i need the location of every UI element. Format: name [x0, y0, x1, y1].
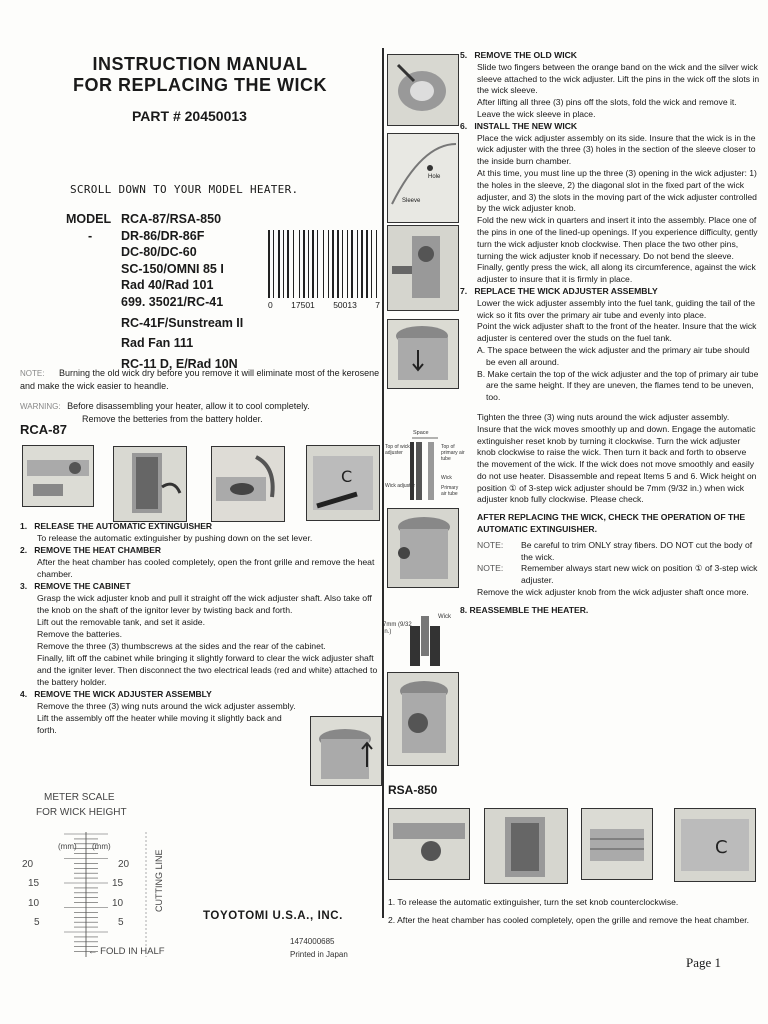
note-paragraph: [20, 367, 380, 392]
model-item: 699. 35021/RC-41: [121, 294, 224, 309]
photo-rsa-4: [674, 808, 756, 882]
fold-label: ← FOLD IN HALF: [88, 946, 165, 957]
barcode-bar: [315, 230, 316, 298]
barcode-bar: [328, 230, 329, 298]
step-3-text: Finally, lift off the cabinet while bringing it slightly forward to clear the wick adjuster shaft and the igniter lever. Then disconnect the two electrical leads (red and white) attached to the battery holder.: [37, 653, 378, 687]
barcode-bar: [293, 230, 294, 298]
barcode-bar: [273, 230, 274, 298]
step-5-text: Slide two fingers between the orange band on the wick and the silver wick sleeve attached to the wick adjuster. Lift the pins in the wick off the slots in the wick sleeve.: [477, 61, 760, 96]
page-number: Page 1: [686, 955, 722, 970]
barcode-bar: [357, 230, 358, 298]
step-7-text: Tighten the three (3) wing nuts around the wick adjuster assembly.: [477, 411, 730, 422]
wick-label: Wick: [441, 475, 452, 481]
barcode-bar: [325, 230, 327, 298]
barcode-bar: [344, 230, 346, 298]
warning-text-2: Remove the betteries from the battery holder.: [82, 414, 263, 424]
photo-sleeve-hole: [387, 133, 459, 223]
barcode-bar: [364, 230, 365, 298]
barcode-bar: [366, 230, 368, 298]
barcode-bar: [317, 230, 318, 298]
barcode-bar: [287, 230, 289, 298]
barcode-bar: [306, 230, 307, 298]
step-4-text: Remove the three (3) wing nuts around the wick adjuster assembly. Lift the assembly off the heater while moving it slightly back and forth.: [37, 701, 296, 735]
barcode-bar: [337, 230, 340, 298]
step-3-text: Lift out the removable tank, and set it aside.: [37, 617, 206, 627]
barcode-bar: [295, 230, 298, 298]
svg-text:C: C: [715, 837, 728, 858]
barcode-bar: [330, 230, 331, 298]
model-item: Rad 40/Rad 101: [121, 278, 214, 293]
barcode-bar: [301, 230, 302, 298]
photo-remove-wick: [387, 54, 459, 126]
rsa-steps: [388, 896, 758, 926]
photo-heat-chamber: [113, 446, 187, 522]
note-label: NOTE:: [20, 369, 45, 378]
note-text: Burning the old wick dry before you remove it will eliminate most of the kerosene and make the wick easier to heandle.: [20, 368, 380, 391]
barcode-bar: [349, 230, 350, 298]
wick-adjuster-label: Wick adjuster: [385, 483, 416, 489]
primary-tube-label: Primary air tube: [441, 485, 459, 497]
wick-7mm-label: 7mm (9/32 in.): [383, 622, 412, 635]
photo-rsa-2: [484, 808, 568, 884]
barcode: [268, 230, 380, 310]
meter-title: METER SCALE: [44, 792, 115, 803]
barcode-bar: [278, 230, 281, 298]
barcode-bar: [342, 230, 343, 298]
warning-label: WARNING:: [20, 402, 61, 411]
barcode-bar: [351, 230, 353, 298]
step-3-heading: 3. REMOVE THE CABINET: [20, 581, 131, 591]
company-name: TOYOTOMI U.S.A., INC.: [203, 910, 343, 922]
barcode-digits: 0 17501 50013 7: [268, 300, 380, 310]
barcode-bar: [299, 230, 300, 298]
step-7-text: Insure that the wick moves smoothly up and down. Engage the automatic extinguisher reset knob by turning it clockwise. Turn the wick adjuster knob clockwise to raise the wick. Then turn it back and forth to observe the movement of the wick. If the wick does not move smoothly and easily do not use heater. Disassemble and repeat Items 5 and 6. Wick height on position ① of 3-step wick adjuster should be 7mm (9/32 in.) when wick adjuster knob fully clockwise. Please check.: [477, 423, 757, 505]
hole-label: Hole: [428, 174, 441, 180]
photo-wing-nuts: [387, 508, 459, 588]
step-5-heading: 5. REMOVE THE OLD WICK: [460, 50, 577, 60]
top-wick-label: Top of wick adjuster: [385, 444, 410, 456]
model-label: MODEL: [66, 212, 112, 226]
right-steps: [460, 50, 760, 617]
photo-check-wick: [387, 672, 459, 766]
photo-lower-assembly: [387, 319, 459, 389]
remove-knob-text: Remove the wick adjuster knob from the wick adjuster shaft once more.: [477, 587, 749, 598]
step-6-heading: 6. INSTALL THE NEW WICK: [460, 120, 578, 131]
model-item: RC-11 D, E/Rad 10N: [121, 356, 238, 371]
step-7-heading: 7. REPLACE THE WICK ADJUSTER ASSEMBLY: [460, 285, 658, 296]
barcode-bar: [309, 230, 311, 298]
manual-title: INSTRUCTION MANUAL FOR REPLACING THE WICK: [73, 54, 327, 95]
barcode-bar: [303, 230, 305, 298]
barcode-bar: [283, 230, 284, 298]
barcode-bar: [308, 230, 309, 298]
model-dash: -: [88, 228, 93, 243]
sleeve-label: Sleeve: [402, 198, 421, 204]
wick-label-2: Wick: [438, 614, 451, 620]
after-heading: AFTER REPLACING THE WICK, CHECK THE OPERATION OF THE AUTOMATIC EXTINGUISHER.: [477, 512, 746, 535]
step-3-text: Grasp the wick adjuster knob and pull it straight off the wick adjuster shaft. Also take off the knob on the shaft of the ignitor lever by twisting back and forth.: [37, 593, 372, 615]
photo-wick-assembly: [310, 716, 382, 786]
barcode-bar: [332, 230, 334, 298]
step-7-item-b: B. Make certain the top of the wick adjuster and the top of primary air tube are the same height. If they are uneven, the flames tend to be uneven, too.: [477, 368, 759, 403]
svg-text:C: C: [341, 467, 353, 486]
model-list: [66, 211, 243, 372]
barcode-bar: [347, 230, 348, 298]
photo-extinguisher: [22, 445, 94, 507]
step-3-text: Remove the three (3) thumbscrews at the sides and the rear of the cabinet.: [37, 641, 326, 651]
left-column: [0, 0, 383, 1024]
step-6-text: Fold the new wick in quarters and insert it into the assembly. Place one of the pins in one of the lined-up openings. If you experience difficulty, gently turn the wick adjuster knob clockwise. Then place the two other pins, turning the wick adjuster knob if necessary. Do not bend the sleeve.: [477, 215, 758, 261]
barcode-bar: [354, 230, 356, 298]
barcode-bar: [359, 230, 360, 298]
step-2-heading: 2. REMOVE THE HEAT CHAMBER: [20, 545, 162, 555]
photo-rsa-3: [581, 808, 653, 880]
rca-heading: RCA-87: [20, 422, 67, 437]
barcode-bar: [319, 230, 322, 298]
barcode-bar: [312, 230, 314, 298]
step-4-heading: 4. REMOVE THE WICK ADJUSTER ASSEMBLY: [20, 689, 212, 699]
barcode-bar: [275, 230, 277, 298]
model-item: RCA-87/RSA-850: [121, 212, 222, 226]
step-6-text: At this time, you must line up the three (3) opening in the wick adjuster: 1) the holes in the sleeve, 2) the diagonal slot in the fixed part of the wick adjuster, and 3) the slots in the moving part of the wick adjuster controlled by the wick adjuster knob.: [477, 167, 757, 214]
print-code: 1474000685: [290, 937, 335, 946]
step-2-text: After the heat chamber has cooled completely, open the front grille and remove the heat chamber.: [37, 557, 375, 579]
model-item: DC-80/DC-60: [121, 245, 197, 260]
scroll-note: SCROLL DOWN TO YOUR MODEL HEATER.: [70, 183, 299, 196]
rsa-step-1: 1. To release the automatic extinguisher, turn the set knob counterclockwise.: [388, 897, 679, 907]
warning-text: Before disassembling your heater, allow it to cool completely.: [67, 401, 310, 411]
left-steps: [20, 520, 380, 736]
step-7-item-a: A. The space between the wick adjuster and the primary air tube should be even all around.: [477, 344, 750, 367]
barcode-bar: [335, 230, 336, 298]
meter-unit-left: (mm): [58, 842, 77, 851]
step-6-text: Finally, gently press the wick, all along its circumference, against the wick adjuster to insure that it is firmly in place.: [477, 262, 756, 285]
meter-subtitle: FOR WICK HEIGHT: [36, 807, 127, 818]
model-item: Rad Fan 111: [121, 336, 194, 351]
printed-in: Printed in Japan: [290, 950, 348, 959]
meter-unit-right: (mm): [92, 842, 111, 851]
barcode-bar: [373, 230, 375, 298]
barcode-bar: [285, 230, 286, 298]
model-item: RC-41F/Sunstream II: [121, 315, 244, 330]
barcode-bar: [268, 230, 270, 298]
step-8-heading: 8. REASSEMBLE THE HEATER.: [460, 604, 589, 615]
cutting-line-label: CUTTING LINE: [154, 849, 164, 912]
part-number: PART # 20450013: [132, 108, 247, 124]
step-5-text: After lifting all three (3) pins off the slots, fold the wick and remove it. Leave the wick sleeve in place.: [477, 97, 737, 119]
photo-install-wick: [387, 225, 459, 311]
step-1-heading: 1. RELEASE THE AUTOMATIC EXTINGUISHER: [20, 521, 213, 531]
meter-scale: METER SCALE FOR WICK HEIGHT (mm) (mm) 20 20 15 15 10 10 5 5 CUTTING LINE ← FOLD IN HALF: [22, 792, 182, 967]
top-air-label: Top of primary air tube: [441, 444, 465, 462]
photo-rsa-1: [388, 808, 470, 880]
barcode-bar: [371, 230, 372, 298]
barcode-bar: [281, 230, 282, 298]
step-7-text: Lower the wick adjuster assembly into the fuel tank, guiding the tail of the wick so it fits over the primary air tube and evenly into place.: [477, 297, 756, 320]
step-3-text: Remove the batteries.: [37, 629, 122, 639]
rsa-step-2: 2. After the heat chamber has cooled completely, open the grille and remove the heat chamber.: [388, 915, 749, 925]
warning-paragraph: [20, 400, 380, 425]
note-trim: NOTE: Be careful to trim ONLY stray fibers. DO NOT cut the body of the wick.: [477, 539, 753, 562]
barcode-bar: [369, 230, 370, 298]
space-label: Space: [413, 430, 429, 436]
note-position: NOTE: Remember always start new wick on position ① of 3-step wick adjuster.: [477, 563, 758, 586]
barcode-bar: [323, 230, 324, 298]
step-1-text: To release the automatic extinguisher by pushing down on the set lever.: [37, 533, 313, 543]
barcode-bars: [268, 230, 380, 298]
model-item: DR-86/DR-86F: [121, 228, 205, 243]
barcode-bar: [271, 230, 272, 298]
barcode-bar: [378, 230, 380, 298]
step-7-text: Point the wick adjuster shaft to the front of the heater. Insure that the wick adjuster is centered over the studs on the fuel tank.: [477, 321, 757, 344]
barcode-bar: [361, 230, 364, 298]
barcode-bar: [340, 230, 341, 298]
photo-cabinet: [306, 445, 380, 521]
barcode-bar: [376, 230, 377, 298]
barcode-bar: [290, 230, 292, 298]
rsa-heading: RSA-850: [388, 783, 438, 797]
photo-thumbscrew: [211, 446, 285, 522]
step-6-text: Place the wick adjuster assembly on its side. Insure that the wick is in the wick adjuster with the three (3) holes in the section of the sleeve closer to the inside burn chamber.: [477, 132, 756, 167]
model-item: SC-150/OMNI 85 I: [121, 261, 224, 276]
